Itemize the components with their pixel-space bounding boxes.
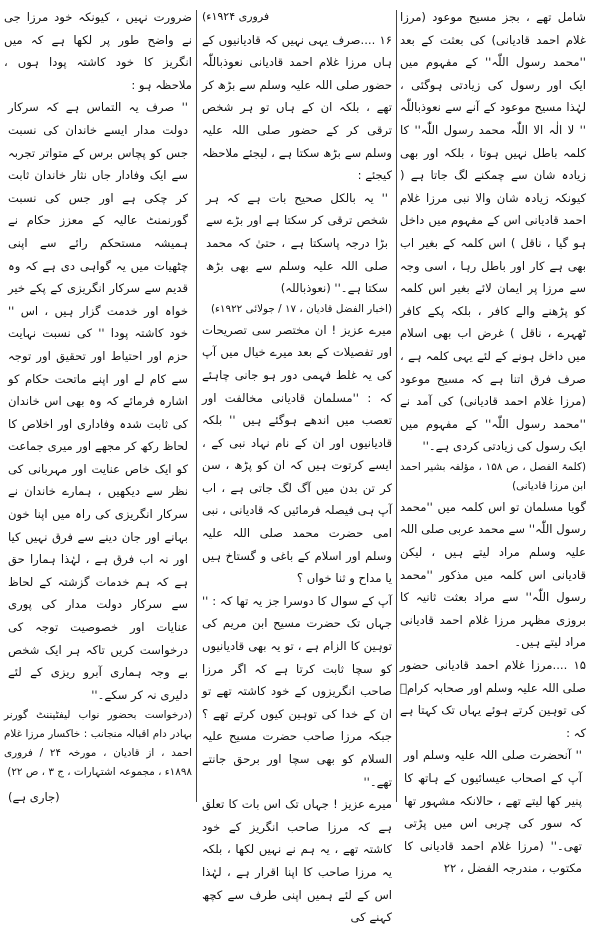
right-paragraph-3: ۱۵ ....مرزا غلام احمد قادیانی حضور صلی اللہ علیہ وسلم اور صحابہ کرامؓ کی توہین کرتے ہوئے یہاں تک کہتا ہے کہ : [400, 658, 586, 740]
right-paragraph-1: شامل تھے ، بجز مسیح موعود (مرزا غلام احمد قادیانی) کی بعثت کے بعد ''محمد رسول اللّٰہ'' کے مفہوم میں ایک اور رسول کی زیادتی ہوگئی ، لہٰذا مسیح موعود کے آنے سے نعوذباللّٰہ '' لا الٰہ الا اللّٰہ محمد رسول اللّٰہ'' کا کلمہ باطل نہیں ہوتا ، بلکہ اور بھی زیادہ شان سے چمکنے لگ جاتا ہے ( کیونکہ زیادہ شان والا نبی مرزا غلام احمد قادیانی اس کے مفہوم میں داخل ہو گیا ، ناقل ) اس کلمہ کے بغیر اب بھی ہے کار اور باطل رہا ، اسی وجہ سے مرزا پر ایمان لائے بغیر اس کلمہ کو پڑھنے والے کافر ، بلکہ پکے کافر ٹھہرے ، ناقل ) غرض اب بھی اسلام میں داخل ہونے کے لئے یہی کلمہ ہے ، صرف فرق اتنا ہے کہ مسیح موعود (مرزا غلام احمد قادیانی) کی آمد نے ''محمد رسول اللّٰہ'' کے مفہوم میں ایک رسول کی زیادتی کردی ہے۔'' [400, 10, 586, 454]
middle-paragraph-3: آپ کے سوال کا دوسرا جز یہ تھا کہ : '' جہاں تک حضرت مسیح ابن مریم کی توہین کا الزام ہے ، تو یہ بھی قادیانیوں کو سچا ثابت کرتا ہے کہ اگر مرزا صاحب انگریزوں کے خود کاشتہ تھے تو ان کے خدا کی توہین کیوں کرتے تھے ؟ جبکہ مرزا صاحب حضرت مسیح علیہ السلام کو بھی سچا اور برحق جانتے تھے۔'' [202, 593, 392, 789]
middle-reference-1: (اخبار الفضل قادیان ، ۱۷ / جولائی ۱۹۲۲ء) [210, 302, 392, 315]
left-paragraph-1: ضرورت نہیں ، کیونکہ خود مرزا جی نے واضح طور پر لکھا ہے کہ میں انگریز کا خود کاشتہ پودا ہوں ، ملاحظہ ہو : [4, 10, 192, 92]
right-paragraph-2: گویا مسلمان تو اس کلمہ میں ''محمد رسول اللّٰہ'' سے محمد عربی صلی اللہ علیہ وسلم مراد لیتے ہیں ، لیکن قادیانی اس کلمہ میں مذکور ''محمد رسول اللّٰہ'' سے مراد بعثت ثانیہ کا بروزی مظہر مرزا غلام احمد قادیانی مراد لیتے ہیں۔ [400, 499, 586, 650]
column-right [400, 6, 587, 876]
middle-paragraph-1: ۱۶ ....صرف یہی نہیں کہ قادیانیوں کے ہاں مرزا غلام احمد قادیانی نعوذباللّٰہ حضور صلی اللہ علیہ وسلم سے بڑھ کر تھے ، بلکہ ان کے ہاں تو ہر شخص ترقی کر کے حضور صلی اللہ علیہ وسلم سے بڑھ سکتا ہے ، لیجئے ملاحظہ کیجئے : [202, 32, 392, 183]
column-left [4, 6, 192, 806]
column-divider-left [196, 10, 197, 802]
column-divider-right [396, 10, 397, 802]
middle-date-line: فروری ۱۹۲۴ء) [202, 10, 270, 23]
middle-quote-1: '' یہ بالکل صحیح بات ہے کہ ہر شخص ترقی کر سکتا ہے اور بڑے سے بڑا درجہ پاسکتا ہے ، حتیٰ کہ محمد صلی اللہ علیہ وسلم سے بھی بڑھ سکتا ہے۔'' (نعوذباللہ) [206, 190, 388, 296]
middle-paragraph-4: میرے عزیز ! جہاں تک اس بات کا تعلق ہے کہ مرزا صاحب انگریز کے خود کاشتہ تھے ، یہ ہم نے نہیں لکھا ، بلکہ یہ مرزا صاحب کا اپنا اقرار ہے ، لہٰذا اس کے لئے ہمیں اپنی طرف سے کچھ کہنے کی [202, 797, 392, 925]
column-middle [202, 6, 392, 925]
right-reference-1: (کلمۃ الفصل ، ص ۱۵۸ ، مؤلفہ بشیر احمد ابن مرزا قادیانی) [400, 460, 587, 492]
left-quote-1: '' صرف یہ التماس ہے کہ سرکار دولت مدار ایسے خاندان کی نسبت جس کو پچاس برس کے متواتر تجربہ سے ایک وفادار جاں نثار خاندان ثابت کر چکی ہے اور جس کی نسبت گورنمنٹ عالیہ کے معزز حکام نے ہمیشہ مستحکم رائے سے اپنی چٹھیات میں یہ گواہی دی ہے کہ وہ قدیم سے سرکار انگریزی کے پکے خیر خواہ اور خدمت گزار ہیں ، اس '' خود کاشتہ پودا '' کی نسبت نہایت حزم اور احتیاط اور تحقیق اور توجہ سے کام لے اور اپنے ماتحت حکام کو اشارہ فرمائے کہ وہ بھی اس خاندان کی ثابت شدہ وفاداری اور اخلاص کا لحاظ رکھ کر مجھے اور میری جماعت کو ایک خاص عنایت اور مہربانی کی نظر سے دیکھیں ، ہمارے خاندان نے سرکار انگریزی کی راہ میں اپنا خون بہانے اور جان دینے سے فرق نہیں کیا اور نہ اب فرق ہے ، لہٰذا ہمارا حق ہے کہ ہم خدمات گزشتہ کے لحاظ سے سرکار دولت مدار کی پوری عنایات اور خصوصیت توجہ کی درخواست کریں تاکہ ہر ایک شخص بے وجہ ہماری آبرو ریزی کے لئے دلیری نہ کر سکے۔'' [8, 100, 188, 702]
left-reference-1: (درخواست بحضور نواب لیفٹیننٹ گورنر بہادر دام اقبالہ منجانب : خاکسار مرزا غلام احمد ، از قادیان ، مورخہ ۲۴ / فروری ۱۸۹۸ء ، مجموعہ اشتہارات ، ج ۳ ، ص ۲۲) [4, 709, 192, 779]
middle-paragraph-2: میرے عزیز ! ان مختصر سی تصریحات اور تفصیلات کے بعد میرے خیال میں آپ کی یہ غلط فہمی دور ہو جانی چاہئے کہ : ''مسلمان قادیانی مخالفت اور تعصب میں اندھے ہوگئے ہیں '' بلکہ قادیانیوں اور ان کے نام نہاد نبی کے ، ایسے کرتوت ہیں کہ ان کو پڑھ ، سن کر تن بدن میں آگ لگ جاتی ہے ، اب آپ ہی فیصلہ فرمائیں کہ قادیانی ، نبی امی حضرت محمد صلی اللہ علیہ وسلم اور اسلام کے باغی و گستاخ ہیں یا مداح و ثنا خواں ؟ [202, 322, 392, 586]
continued-marker: (جاری ہے) [8, 790, 60, 804]
right-quote-1: '' آنحضرت صلی اللہ علیہ وسلم اور آپ کے اصحاب عیسائیوں کے ہاتھ کا پنیر کھا لیتے تھے ، حالانکہ مشہور تھا کہ سور کی چربی اس میں پڑتی تھی۔'' (مرزا غلام احمد قادیانی کا مکتوب ، مندرجہ الفضل ، ۲۲ [404, 748, 582, 876]
